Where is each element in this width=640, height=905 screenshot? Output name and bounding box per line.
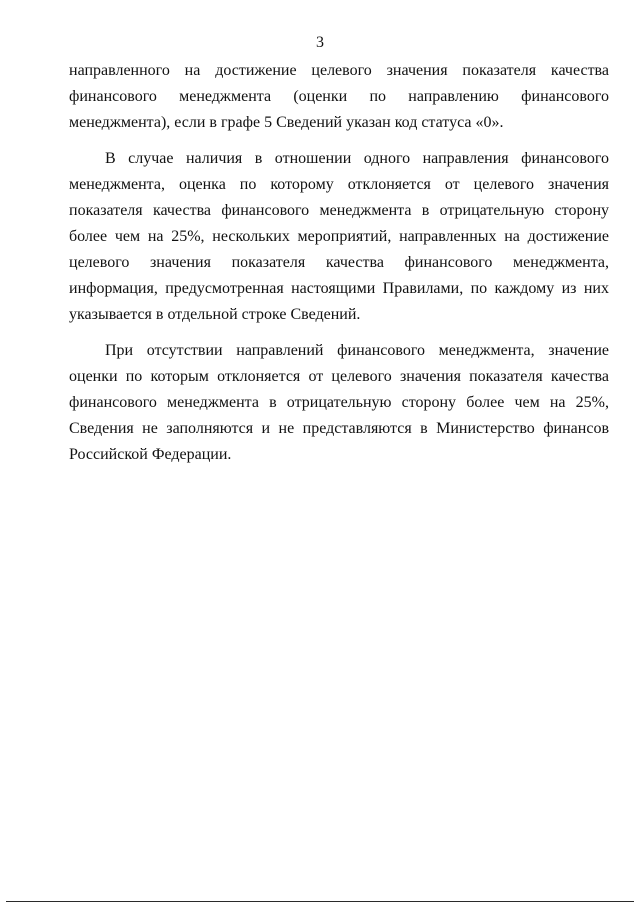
document-body [69, 58, 609, 478]
paragraph-multiple-measures: В случае наличия в отношении одного направления финансового менеджмента, оценка по которому отклоняется от целевого значения показателя качества финансового менеджмента в отрицательную сторону более чем на 25%, нескольких мероприятий, направленных на достижение целевого значения показателя качества финансового менеджмента, информация, предусмотренная настоящими Правилами, по каждому из них указывается в отдельной строке Сведений. [69, 150, 609, 323]
scan-bottom-edge [6, 901, 634, 902]
paragraph-continuation: направленного на достижение целевого значения показателя качества финансового менеджмента (оценки по направлению финансового менеджмента), если в графе 5 Сведений указан код статуса «0». [69, 62, 609, 131]
paragraph-no-deviations: При отсутствии направлений финансового менеджмента, значение оценки по которым отклоняется от целевого значения показателя качества финансового менеджмента в отрицательную сторону более чем на 25%, Сведения не заполняются и не представляются в Министерство финансов Российской Федерации. [69, 342, 609, 463]
page-number: 3 [316, 34, 324, 51]
